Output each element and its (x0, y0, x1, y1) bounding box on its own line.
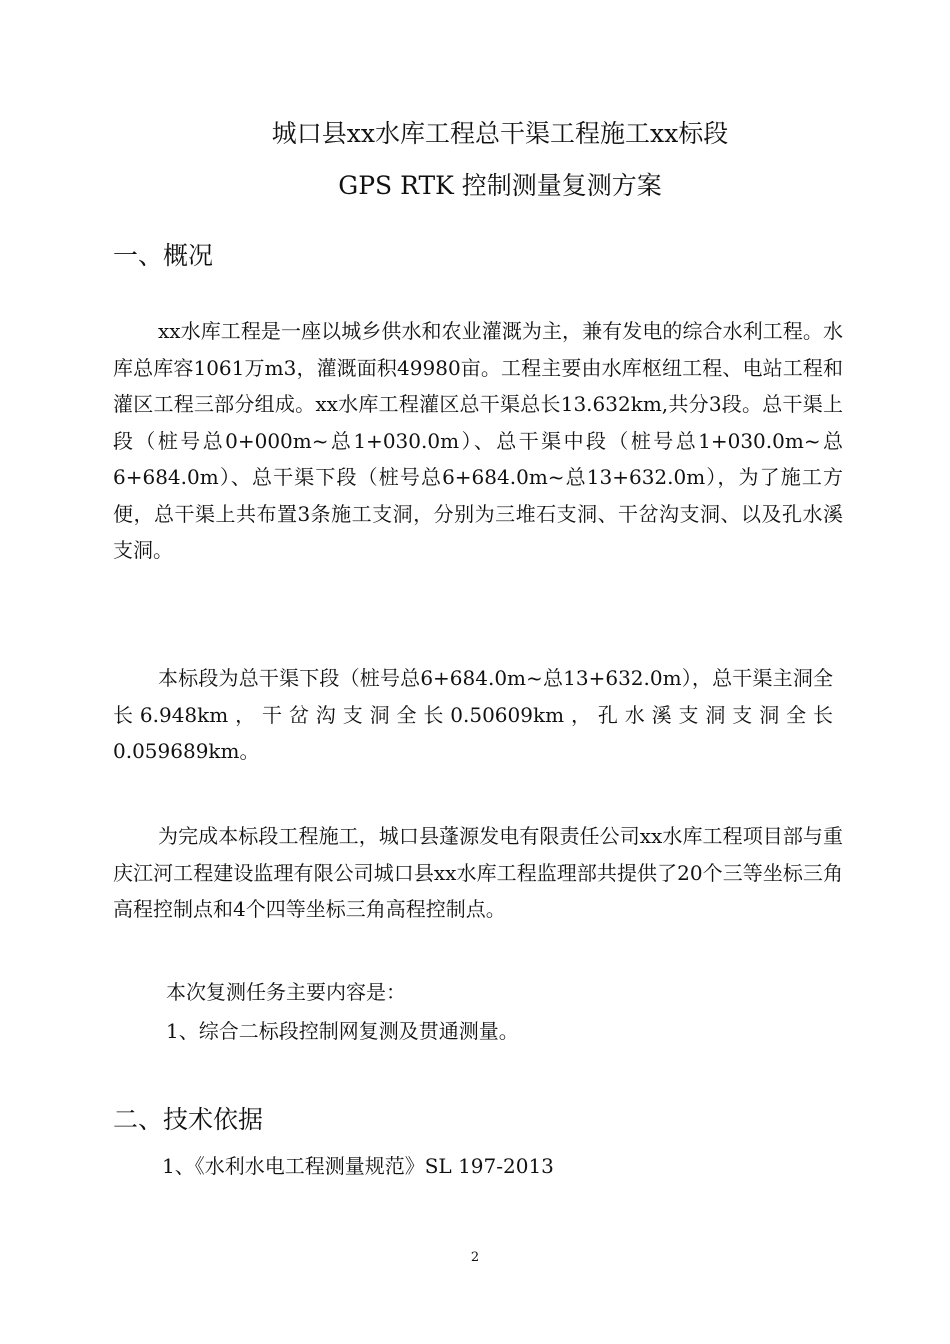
task-intro: 本次复测任务主要内容是： (166, 980, 406, 1004)
section-heading-overview: 一、概况 (113, 241, 214, 270)
section-heading-technical-basis: 二、技术依据 (113, 1105, 264, 1134)
overview-paragraph-1: xx水库工程是一座以城乡供水和农业灌溉为主，兼有发电的综合水利工程。水库总库容1061万m3，灌溉面积49980亩。工程主要由水库枢纽工程、电站工程和灌区工程三部分组成。xx水库工程灌区总干渠总长13.632km,共分3段。总干渠上段（桩号总0+000m~总1+030.0m）、总干渠中段（桩号总1+030.0m~总6+684.0m）、总干渠下段（桩号总6+684.0m~总13+632.0m），为了施工方便，总干渠上共布置3条施工支洞，分别为三堆石支洞、干岔沟支洞、以及孔水溪支洞。 (113, 319, 843, 562)
document-title-line-2: GPS RTK 控制测量复测方案 (338, 171, 662, 200)
document-title-line-1: 城口县xx水库工程总干渠工程施工xx标段 (271, 119, 729, 148)
page-number: 2 (470, 1250, 480, 1265)
overview-paragraph-2: 本标段为总干渠下段（桩号总6+684.0m~总13+632.0m），总干渠主洞全长6.948km，干岔沟支洞全长0.50609km，孔水溪支洞支洞全长0.059689km。 (113, 666, 833, 763)
technical-basis-item-1: 1、《水利水电工程测量规范》SL 197-2013 (162, 1154, 554, 1178)
overview-paragraph-3: 为完成本标段工程施工，城口县蓬源发电有限责任公司xx水库工程项目部与重庆江河工程建设监理有限公司城口县xx水库工程监理部共提供了20个三等坐标三角高程控制点和4个四等坐标三角高程控制点。 (113, 824, 843, 921)
task-item-1: 1、综合二标段控制网复测及贯通测量。 (166, 1019, 519, 1043)
